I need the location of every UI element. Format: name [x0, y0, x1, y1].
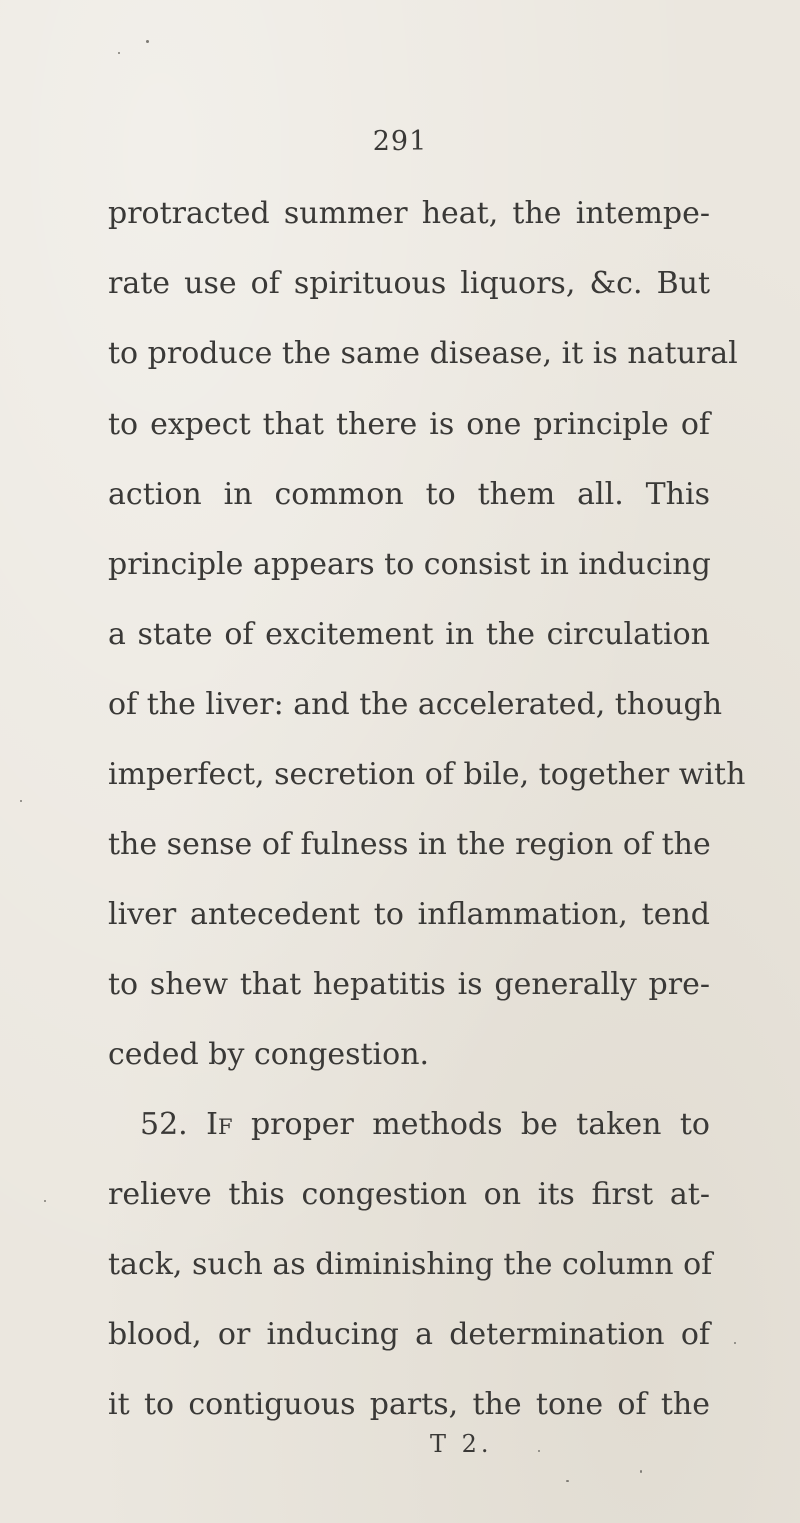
section-52-line-3: tack, such as diminishing the column of [108, 1247, 713, 1282]
paper-speck [118, 52, 120, 54]
paper-speck [20, 800, 22, 802]
section-52-line-2: relieve this congestion on its first at- [108, 1177, 710, 1212]
section-52-first-line [140, 1107, 710, 1143]
section-lead-word: If [206, 1107, 233, 1142]
text-line-10: the sense of fulness in the region of the [108, 827, 711, 862]
page-number: 291 [372, 126, 428, 157]
paper-speck [734, 1342, 736, 1344]
text-line-13: ceded by congestion. [108, 1037, 430, 1072]
paper-speck [44, 1200, 46, 1202]
paper-speck [538, 1450, 540, 1452]
section-52-line-5: it to contiguous parts, the tone of the [108, 1387, 710, 1422]
text-line-9: imperfect, secretion of bile, together with [108, 757, 746, 792]
text-line-3: to produce the same disease, it is natural [108, 336, 738, 371]
signature-mark: T 2. [430, 1430, 493, 1458]
section-first-line-rest: proper methods be taken to [250, 1107, 710, 1142]
text-line-12: to shew that hepatitis is generally pre- [108, 967, 710, 1002]
text-line-2: rate use of spirituous liquors, &c. But [108, 266, 710, 301]
paper-speck [566, 1480, 569, 1482]
section-52-line-4: blood, or inducing a determination of [108, 1317, 710, 1352]
text-line-4: to expect that there is one principle of [108, 407, 710, 442]
text-line-5: action in common to them all. This [108, 477, 710, 512]
text-line-6: principle appears to consist in inducing [108, 547, 711, 582]
text-line-8: of the liver: and the accelerated, though [108, 687, 723, 722]
section-number: 52. [140, 1107, 188, 1142]
paper-speck [640, 1470, 642, 1473]
text-line-7: a state of excitement in the circulation [108, 617, 710, 652]
text-line-1: protracted summer heat, the intempe- [108, 196, 710, 231]
text-line-11: liver antecedent to inflammation, tend [108, 897, 710, 932]
paper-speck [146, 40, 149, 43]
